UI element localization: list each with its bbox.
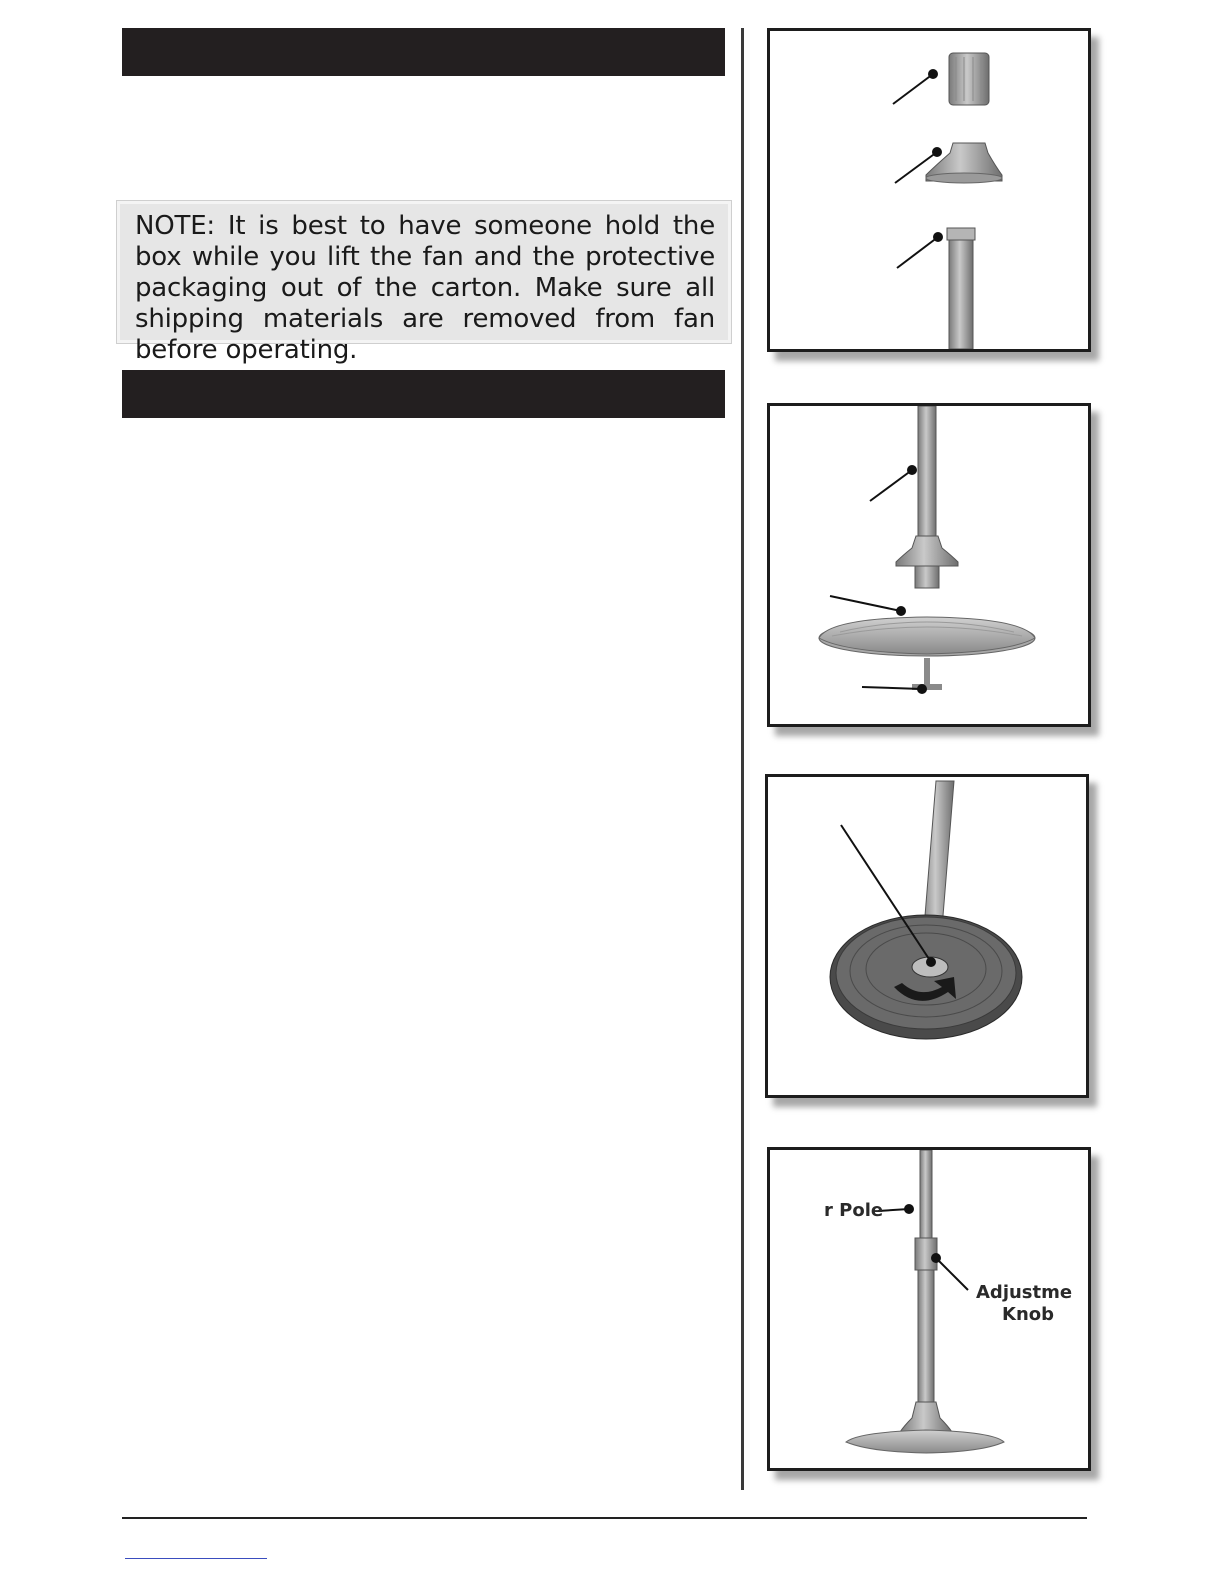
figure-base-assembly	[767, 403, 1091, 727]
section-header-bar-unpacking	[122, 28, 725, 76]
knob-label-line2: Knob	[1002, 1304, 1055, 1325]
knob-label-line1: Adjustme	[976, 1282, 1073, 1303]
pole-parts-illustration	[770, 31, 1088, 349]
base-underside-illustration	[768, 777, 1086, 1095]
footer-rule	[122, 1517, 1087, 1519]
column-divider	[741, 28, 744, 1490]
pole-label: r Pole	[824, 1200, 884, 1221]
section-header-bar-assembly	[122, 370, 725, 418]
note-box	[116, 200, 732, 365]
footer-link-underline[interactable]	[125, 1557, 267, 1559]
figure-assembled-pole	[767, 1147, 1091, 1471]
figure-base-underside	[765, 774, 1089, 1098]
assembled-pole-illustration	[770, 1150, 1088, 1468]
note-text: NOTE: It is best to have someone hold the box while you lift the fan and the protective packaging out of the carton. Make sure all shipping materials are removed from fan before operating.	[135, 211, 715, 365]
base-assembly-illustration	[770, 406, 1088, 724]
figure-pole-parts	[767, 28, 1091, 352]
